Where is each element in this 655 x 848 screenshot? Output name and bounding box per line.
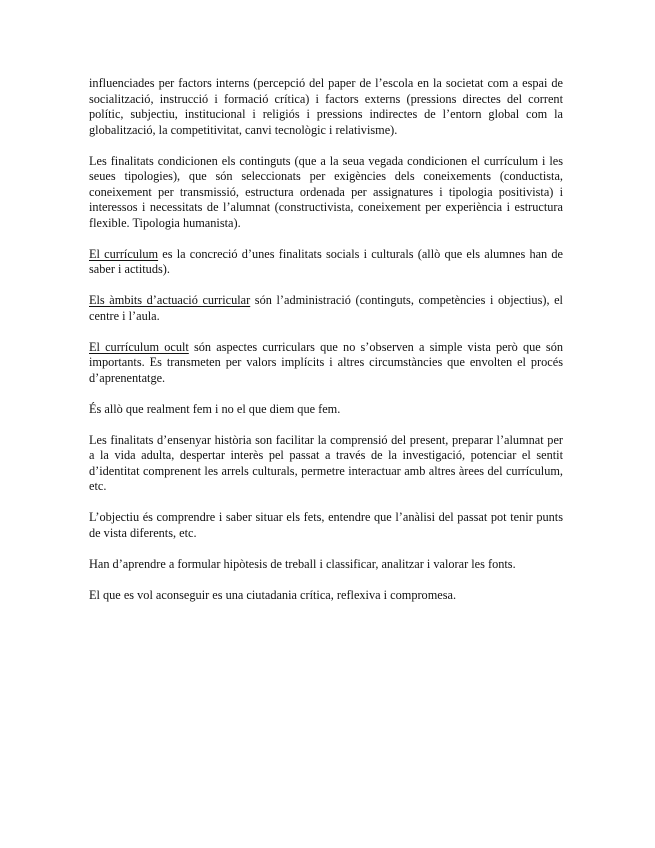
paragraph-curricular-scopes [89,293,563,324]
document-page [89,76,563,619]
paragraph-hidden-curriculum [89,340,563,387]
term-curricular-scopes: Els àmbits d’actuació curricular [89,293,251,307]
paragraph-citizenship: El que es vol aconseguir es una ciutadania crítica, reflexiva i compromesa. [89,587,457,602]
paragraph-curricular-scopes-text: són l’administració (continguts, competències i objectius), el centre i l’aula. [89,293,563,323]
paragraph-objective: L’objectiu és comprendre i saber situar els fets, entendre que l’anàlisi del passat pot tenir punts de vista diferents, etc. [89,510,563,540]
term-hidden-curriculum: El currículum ocult [89,339,189,354]
paragraph-hypotheses: Han d’aprendre a formular hipòtesis de treball i classificar, analitzar i valorar les fonts. [89,556,516,571]
paragraph-hidden-curriculum-text: són aspectes curriculars que no s’observen a simple vista però que són importants. Es transmeten per valors implícits i altres circumstàncies que envolten el procés d’aprenentatge. [89,339,563,385]
paragraph-what-we-do: És allò que realment fem i no el que diem que fem. [89,401,341,416]
paragraph-curriculum-text: es la concreció d’unes finalitats socials i culturals (allò que els alumnes han de saber i actituds). [89,246,563,276]
paragraph-history-purposes: Les finalitats d’ensenyar història son facilitar la comprensió del present, preparar l’alumnat per a la vida adulta, despertar interès pel passat a través de la investigació, potenciar el sentit d’identitat comprenent les arrels culturals, permetre interactuar amb altres àrees del currículum, etc. [89,432,563,493]
paragraph-curriculum [89,247,563,278]
paragraph-influences: influenciades per factors interns (percepció del paper de l’escola en la societat com a espai de socialització, instrucció i formació crítica) i factors externs (pressions directes del corrent polític, subjectiu, institucional i religiós i pressions indirectes de l’entorn global com la globalització, la competitivitat, canvi tecnològic i relativisme). [89,76,563,137]
paragraph-purposes: Les finalitats condicionen els continguts (que a la seua vegada condicionen el currículum i les seues tipologies), que són seleccionats per exigències dels coneixements (conductista, coneixement per transmissió, estructura ordenada per assignatures i tipologia positivista) i interessos i necessitats de l’alumnat (constructivista, coneixement per experiència i estructura flexible. Tipologia humanista). [89,153,563,230]
term-curriculum: El currículum [89,246,159,261]
